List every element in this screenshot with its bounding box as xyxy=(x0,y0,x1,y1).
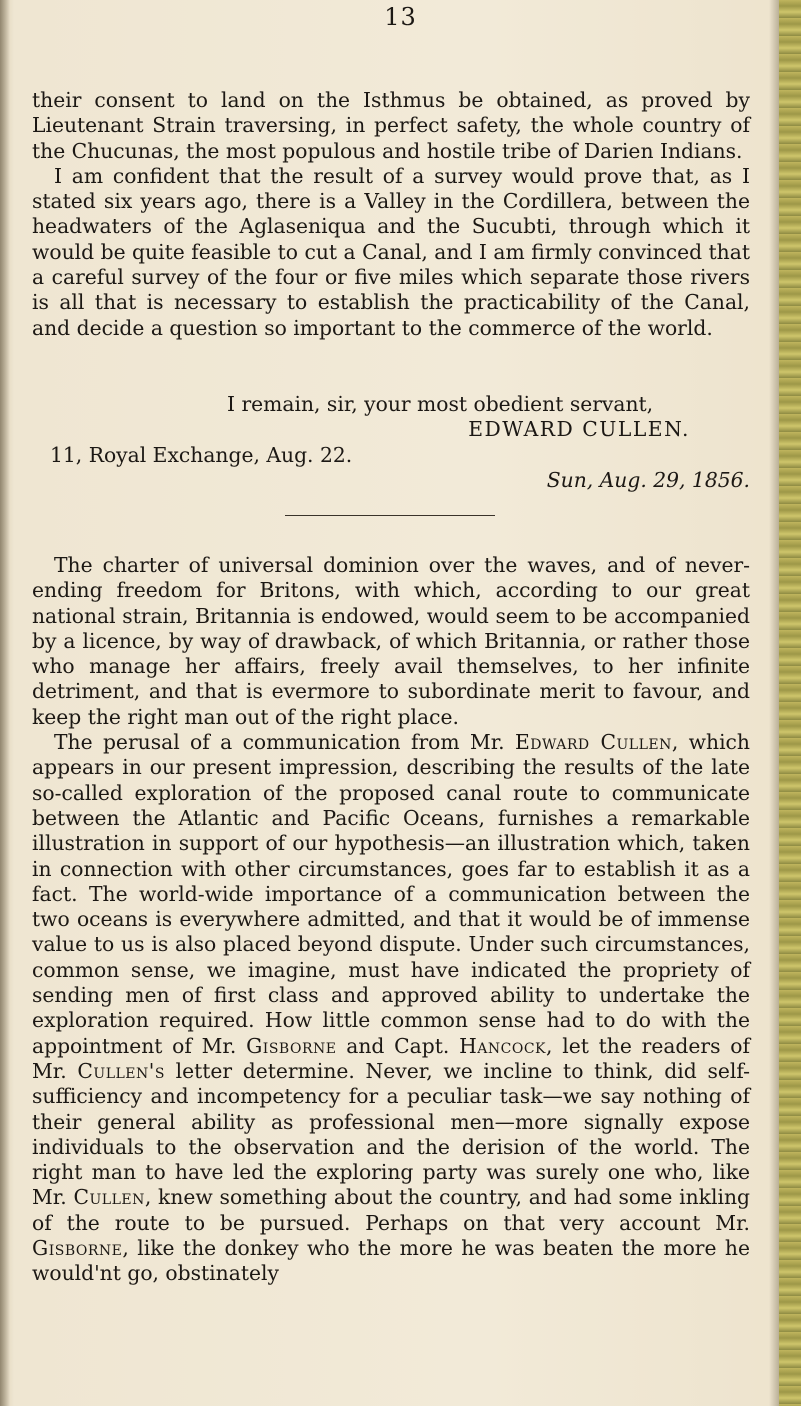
person-name: Edward Cullen xyxy=(515,730,672,755)
article-paragraph-1: The charter of universal dominion over the waves, and of never-ending freedom for Britons, with which, according to our great national strain, Britannia is endowed, would seem to be accompanied by a licence, by way of drawback, of which Britannia, or rather those who manage her affairs, freely avail themselves, to her infinite detriment, and that is evermore to subordinate merit to favour, and keep the right man out of the right place. xyxy=(32,553,750,729)
person-name: Gisborne xyxy=(32,1236,123,1261)
book-binding-edge xyxy=(779,0,801,1406)
article-text: and Capt. xyxy=(336,1033,460,1058)
article-source: Sun, Aug. 29, 1856. xyxy=(546,468,750,492)
person-name: Cullen's xyxy=(77,1058,165,1083)
page-gutter-shadow xyxy=(0,0,10,1406)
article-text: , which appears in our present impression, describing the results of the late so-called exploration of the proposed canal route to communicate between the Atlantic and Pacific Oceans, furnishes a remarkable illustration in support of our hypothesis—an illustration which, taken in connection with other circumstances, goes far to establish it as a fact. The world-wide importance of a communication between the two oceans is everywhere admitted, and that it would be of immense value to us is also placed beyond dispute. Under such circumstances, common sense, we imagine, must have indicated the propriety of sending men of first class and approved ability to undertake the exploration required. How little common sense had to do with the appointment of Mr. xyxy=(32,730,750,1058)
letter-paragraph-1: their consent to land on the Isthmus be obtained, as proved by Lieutenant Strain traversing, in perfect safety, the whole country of the Chucunas, the most populous and hostile tribe of Darien Indians. xyxy=(32,88,750,163)
article-text: , let the readers of Mr. xyxy=(32,1033,750,1083)
binding-shadow xyxy=(769,0,779,1406)
article-paragraph-2 xyxy=(32,730,750,1287)
person-name: Hancock xyxy=(459,1033,547,1058)
person-name: Cullen xyxy=(73,1185,145,1210)
letter-valediction: I remain, sir, your most obedient servant, xyxy=(227,392,654,416)
letter-address: 11, Royal Exchange, Aug. 22. xyxy=(50,442,353,467)
letter-signature: EDWARD CULLEN. xyxy=(468,417,690,442)
person-name: Gisborne xyxy=(246,1033,337,1058)
letter-closing xyxy=(32,392,750,468)
section-divider xyxy=(285,515,495,516)
letter-paragraph-2: I am confident that the result of a survey would prove that, as I stated six years ago, there is a Valley in the Cordillera, between the headwaters of the Aglaseniqua and the Sucubti, through which it would be quite feasible to cut a Canal, and I am firmly convinced that a careful survey of the four or five miles which separate those rivers is all that is necessary to establish the practicability of the Canal, and decide a question so important to the commerce of the world. xyxy=(32,163,750,340)
article-body xyxy=(32,553,750,1287)
letter-body xyxy=(32,88,750,341)
article-text: , like the donkey who the more he was beaten the more he would'nt go, obstinately xyxy=(32,1236,750,1286)
article-text: , knew something about the country, and had some inkling of the route to be pursued. Perhaps on that very account Mr. xyxy=(32,1185,750,1235)
page-number: 13 xyxy=(384,3,417,31)
article-text: The perusal of a communication from Mr. xyxy=(54,730,515,755)
article-text: letter determine. Never, we incline to think, did self-sufficiency and incompetency for a peculiar task—we say nothing of their general ability as professional men—more signally expose individuals to the observation and the derision of the world. The right man to have led the exploring party was surely one who, like Mr. xyxy=(32,1058,750,1210)
